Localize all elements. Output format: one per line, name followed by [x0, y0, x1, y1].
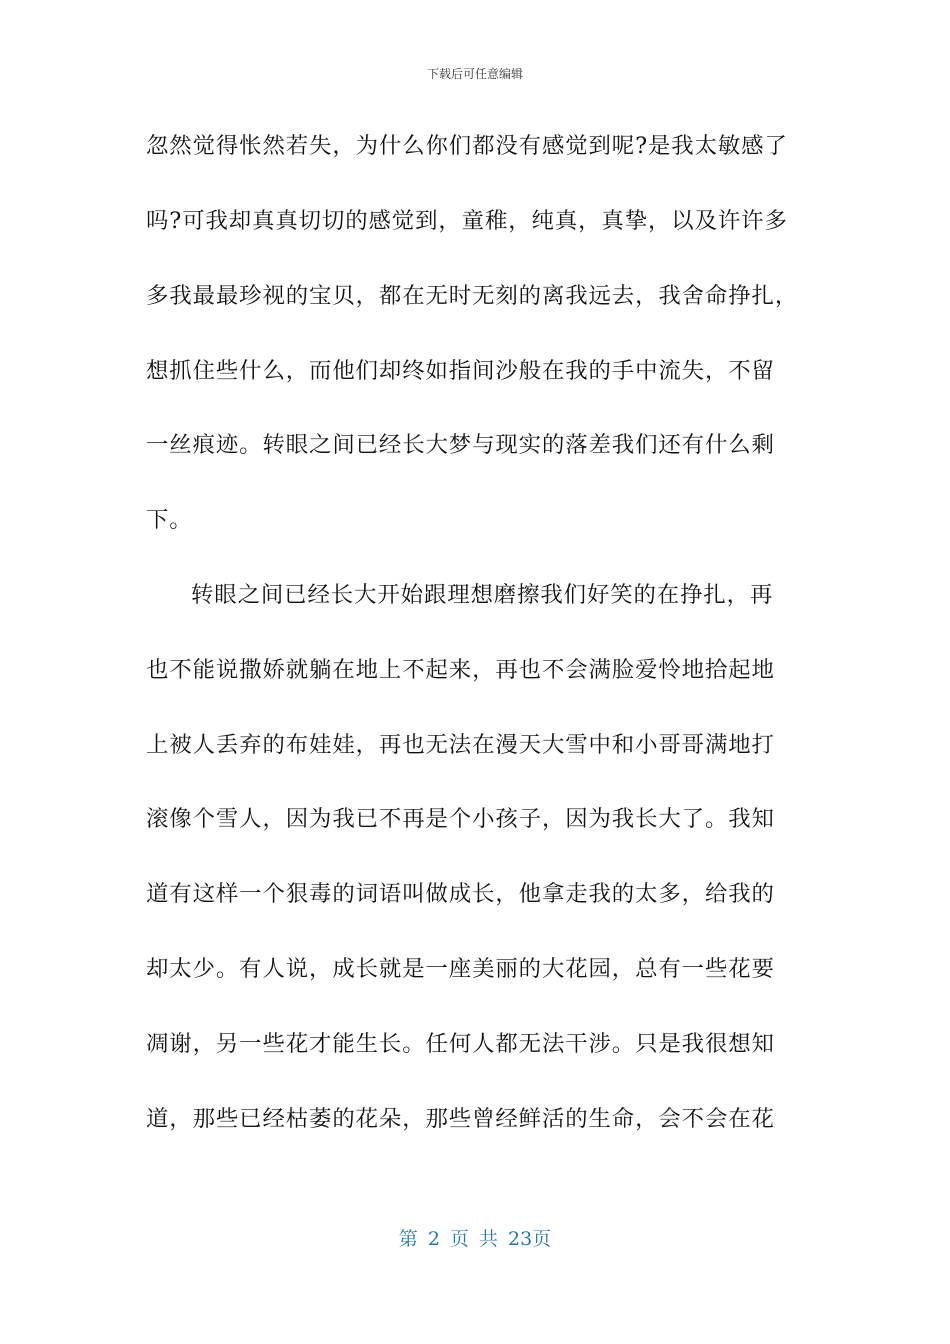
body-text-line: 想抓住些什么，而他们却终如指间沙般在我的手中流失，不留: [146, 358, 775, 384]
body-text-line: 凋谢，另一些花才能生长。任何人都无法干涉。只是我很想知: [146, 1031, 775, 1057]
body-text-line: 也不能说撒娇就躺在地上不起来，再也不会满脸爱怜地拾起地: [146, 657, 775, 683]
body-text-line: 忽然觉得怅然若失，为什么你们都没有感觉到呢?是我太敏感了: [146, 133, 788, 159]
paragraph-first-line: 转眼之间已经长大开始跟理想磨擦我们好笑的在挣扎，再: [191, 582, 774, 608]
body-text-line: 滚像个雪人，因为我已不再是个小孩子，因为我长大了。我知: [146, 806, 775, 832]
body-text-line: 却太少。有人说，成长就是一座美丽的大花园，总有一些花要: [146, 956, 775, 982]
body-text-line: 下。: [146, 507, 193, 533]
body-text-line: 道有这样一个狠毒的词语叫做成长，他拿走我的太多，给我的: [146, 881, 775, 907]
body-text-line: 多我最最珍视的宝贝，都在无时无刻的离我远去，我舍命挣扎，: [146, 283, 799, 309]
body-text-line: 一丝痕迹。转眼之间已经长大梦与现实的落差我们还有什么剩: [146, 432, 775, 458]
body-text-line: 上被人丢弃的布娃娃，再也无法在漫天大雪中和小哥哥满地打: [146, 732, 775, 758]
page-header: 下载后可任意编辑: [426, 67, 523, 81]
page-number-footer: 第 2 页 共 23页: [398, 1228, 552, 1250]
body-text-line: 吗?可我却真真切切的感觉到，童稚，纯真，真挚，以及许许多: [146, 208, 788, 234]
body-text-line: 道，那些已经枯萎的花朵，那些曾经鲜活的生命，会不会在花: [146, 1106, 775, 1132]
